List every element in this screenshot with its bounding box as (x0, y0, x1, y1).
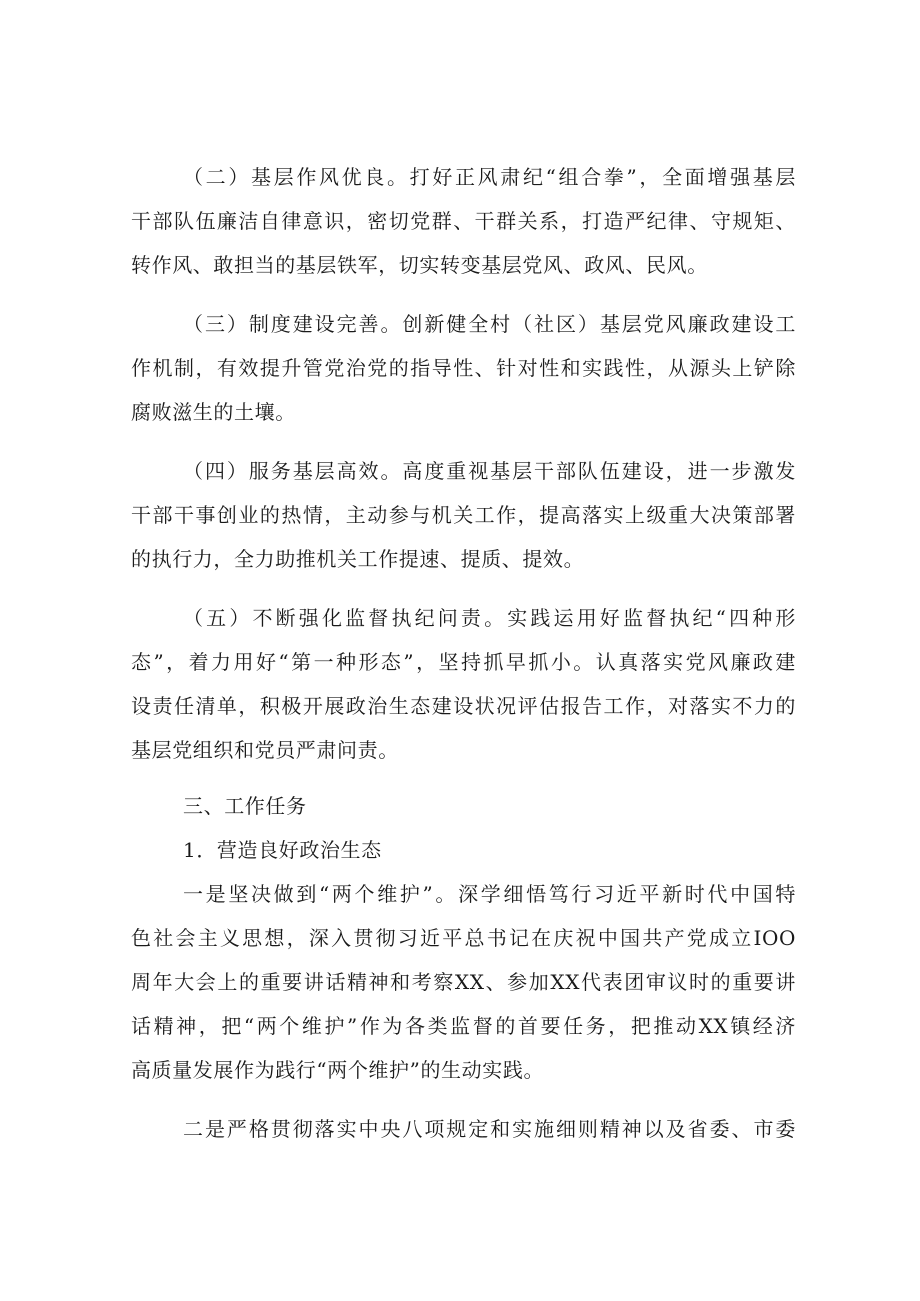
section-heading-work-tasks (131, 784, 796, 828)
paragraph-line: 作机制，有效提升管党治党的指导性、针对性和实践性，从源头上铲除 (131, 356, 796, 380)
paragraph-supervision-accountability (131, 596, 796, 772)
paragraph-line: 干部队伍廉洁自律意识，密切党群、干群关系，打造严纪律、守规矩、 (131, 209, 796, 233)
paragraph-line: 干部干事创业的热情，主动参与机关工作，提高落实上级重大决策部署 (131, 503, 796, 527)
paragraph-line: 转作风、敢担当的基层铁军，切实转变基层党风、政风、民风。 (131, 253, 708, 277)
paragraph-line: 态”，着力用好“第一种形态”，坚持抓早抓小。认真落实党风廉政建 (131, 650, 796, 674)
paragraph-grassroots-style (131, 155, 796, 287)
section-heading: 三、工作任务 (183, 794, 307, 818)
paragraph-line: （五）不断强化监督执纪问责。实践运用好监督执纪“四种形 (183, 606, 796, 630)
paragraph-line: 基层党组织和党员严肃问责。 (131, 738, 399, 762)
paragraph-service-efficiency (131, 449, 796, 581)
paragraph-line: （四）服务基层高效。高度重视基层干部队伍建设，进一步激发 (183, 459, 796, 483)
subsection-heading-political-ecology (131, 828, 796, 872)
paragraph-line: 二是严格贯彻落实中央八项规定和实施细则精神以及省委、市委 (183, 1117, 796, 1141)
paragraph-line: 一是坚决做到“两个维护”。深学细悟笃行习近平新时代中国特 (183, 882, 796, 906)
subsection-heading: 1．营造良好政治生态 (183, 838, 382, 862)
paragraph-line: 色社会主义思想，深入贯彻习近平总书记在庆祝中国共产党成立IOO (131, 926, 796, 950)
paragraph-line: 设责任清单，积极开展政治生态建设状况评估报告工作，对落实不力的 (131, 694, 796, 718)
document-body (131, 155, 796, 1151)
paragraph-two-upholds (131, 872, 796, 1092)
paragraph-line: 周年大会上的重要讲话精神和考察XX、参加XX代表团审议时的重要讲 (131, 970, 796, 994)
paragraph-line: （三）制度建设完善。创新健全村（社区）基层党风廉政建设工 (183, 312, 796, 336)
paragraph-line: （二）基层作风优良。打好正风肃纪“组合拳”，全面增强基层 (183, 165, 796, 189)
paragraph-line: 话精神，把“两个维护”作为各类监督的首要任务，把推动XX镇经济 (131, 1014, 796, 1038)
paragraph-line: 腐败滋生的土壤。 (131, 400, 296, 424)
paragraph-line: 高质量发展作为践行“两个维护”的生动实践。 (131, 1058, 545, 1082)
paragraph-line: 的执行力，全力助推机关工作提速、提质、提效。 (131, 547, 585, 571)
paragraph-eight-regulations (131, 1107, 796, 1151)
paragraph-institution-building (131, 302, 796, 434)
